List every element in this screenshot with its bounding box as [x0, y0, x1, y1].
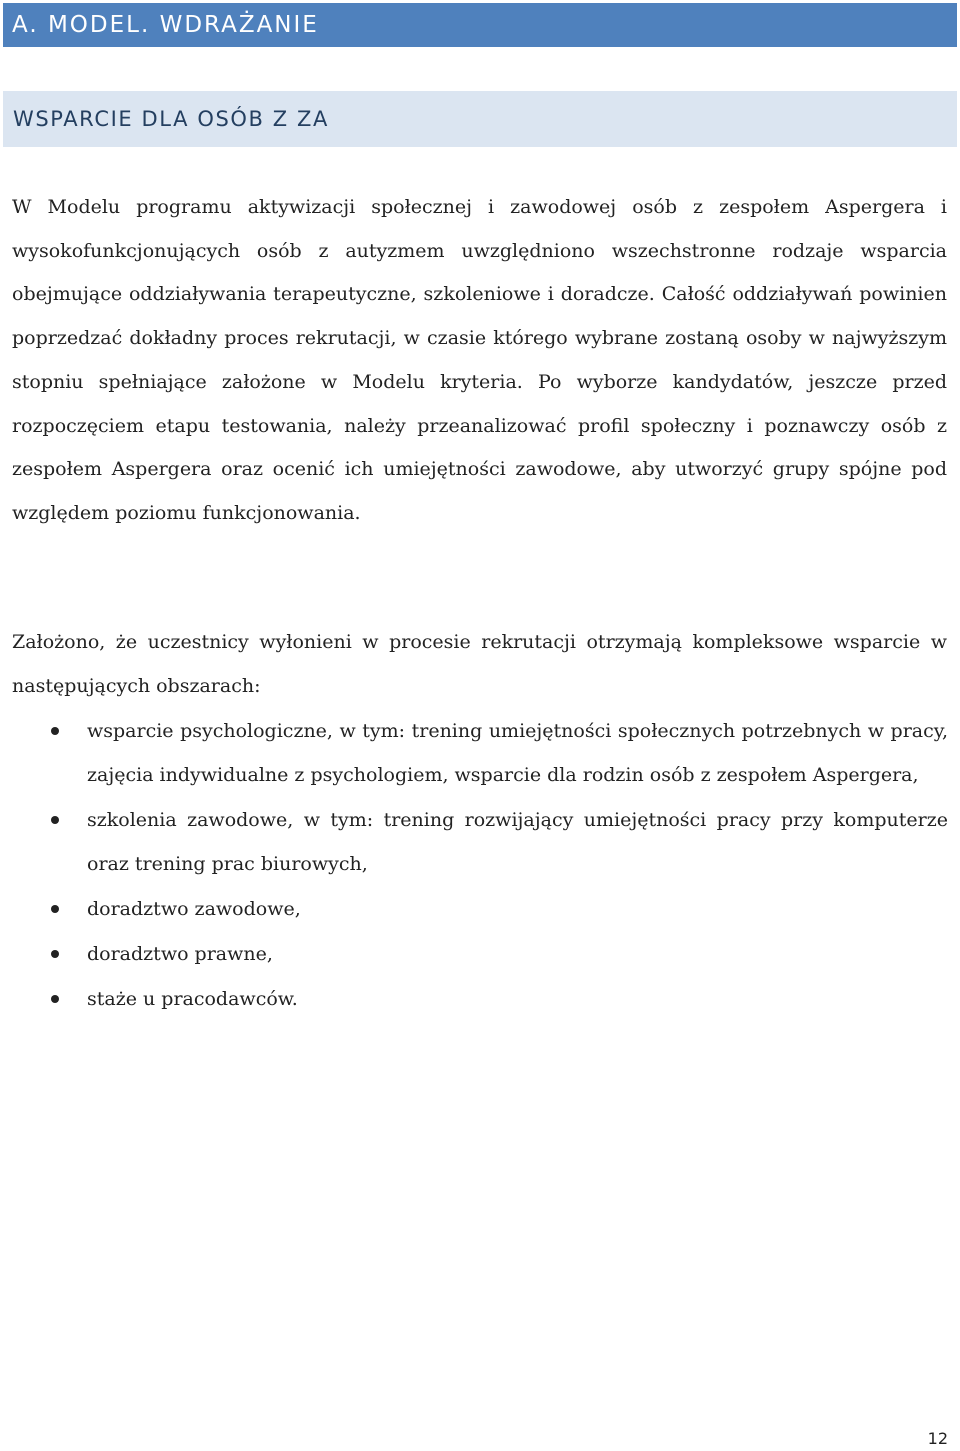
bullet-icon [51, 816, 59, 824]
list-item-text: szkolenia zawodowe, w tym: trening rozwijający umiejętności pracy przy komputerze oraz trening prac biurowych, [87, 809, 948, 875]
list-item [0, 887, 948, 931]
list-item [0, 798, 948, 886]
section-title: A. MODEL. WDRAŻANIE [12, 12, 319, 38]
page-number: 12 [927, 1429, 948, 1448]
support-intro-paragraph: Założono, że uczestnicy wyłonieni w procesie rekrutacji otrzymają kompleksowe wsparcie w następujących obszarach: [12, 631, 947, 697]
bullet-icon [51, 950, 59, 958]
list-item [0, 709, 948, 797]
list-item-text: staże u pracodawców. [87, 988, 298, 1010]
intro-paragraph: W Modelu programu aktywizacji społecznej i zawodowej osób z zespołem Aspergera i wysokofunkcjonujących osób z autyzmem uwzględniono wszechstronne rodzaje wsparcia obejmujące oddziaływania terapeutyczne, szkoleniowe i doradcze. Całość oddziaływań powinien poprzedzać dokładny proces rekrutacji, w czasie którego wybrane zostaną osoby w najwyższym stopniu spełniające założone w Modelu kryteria. Po wyborze kandydatów, jeszcze przed rozpoczęciem etapu testowania, należy przeanalizować profil społeczny i poznawczy osób z zespołem Aspergera oraz ocenić ich umiejętności zawodowe, aby utworzyć grupy spójne pod względem poziomu funkcjonowania. [12, 196, 947, 524]
list-item [0, 977, 948, 1021]
section-header-banner [3, 3, 957, 47]
bullet-icon [51, 905, 59, 913]
support-areas-list [0, 709, 948, 1021]
bullet-icon [51, 995, 59, 1003]
list-item-text: wsparcie psychologiczne, w tym: trening umiejętności społecznych potrzebnych w pracy, zajęcia indywidualne z psychologiem, wsparcie dla rodzin osób z zespołem Aspergera, [87, 720, 948, 786]
list-item-text: doradztwo prawne, [87, 943, 273, 965]
list-item-text: doradztwo zawodowe, [87, 898, 301, 920]
list-item [0, 932, 948, 976]
subsection-title: WSPARCIE DLA OSÓB Z ZA [13, 107, 330, 131]
subsection-header-banner [3, 91, 957, 147]
bullet-icon [51, 727, 59, 735]
